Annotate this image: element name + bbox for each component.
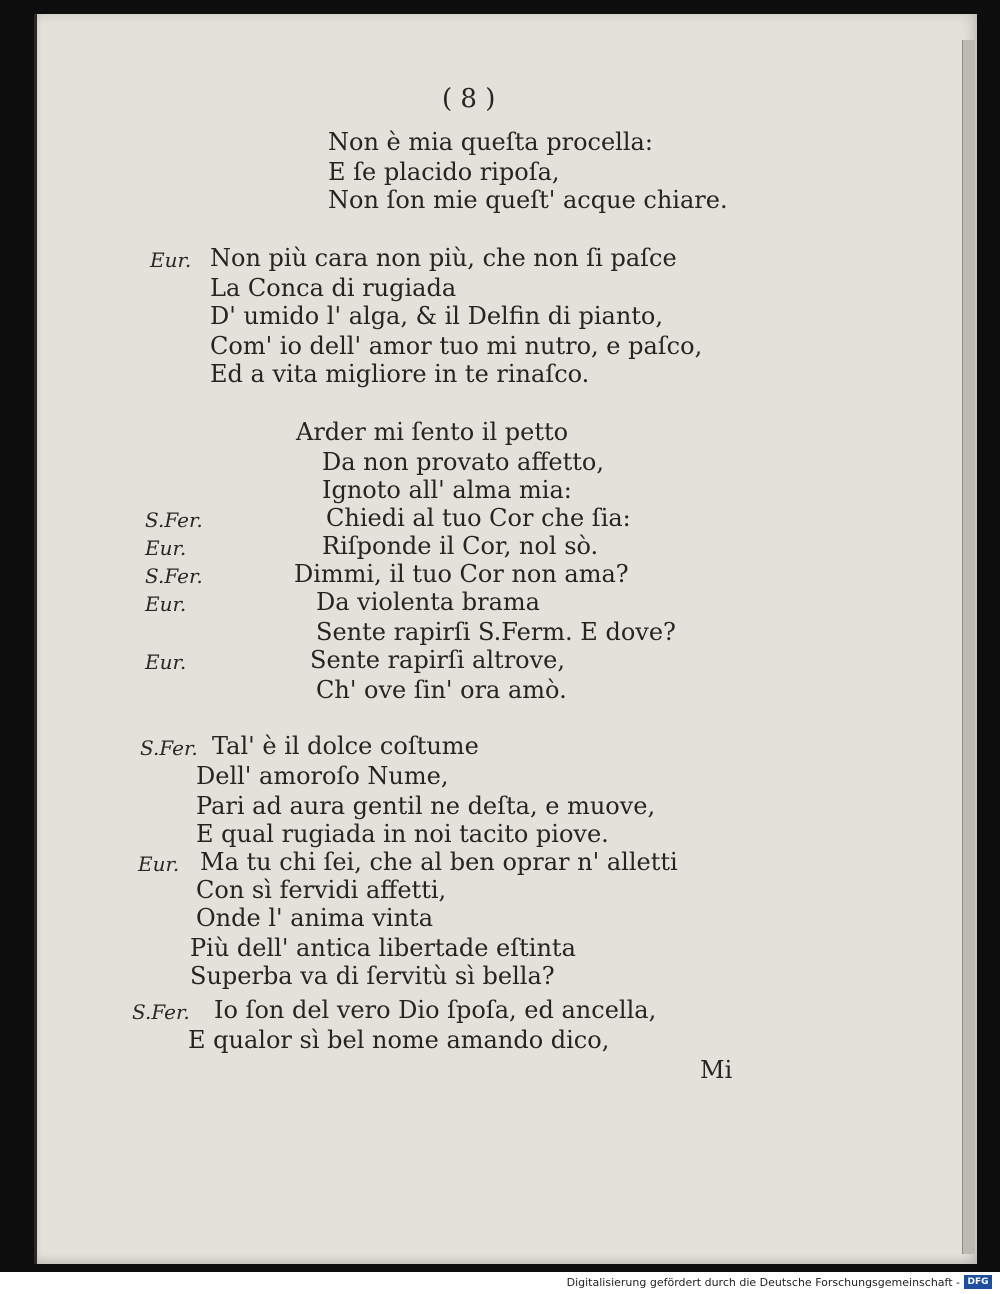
verse-line: Non è mia queſta procella: (328, 128, 653, 156)
verse-line: E ſe placido ripoſa, (328, 158, 560, 186)
speaker-label: Eur. (145, 650, 187, 674)
verse-line: Ignoto all' alma mia: (322, 476, 572, 504)
verse-line: E qual rugiada in noi tacito piove. (196, 820, 609, 848)
footer-credit: Digitalisierung gefördert durch die Deutsche Forschungsgemeinschaft - (566, 1276, 960, 1289)
speaker-label: Eur. (145, 536, 187, 560)
verse-line: E qualor sì bel nome amando dico, (188, 1026, 610, 1054)
verse-line: Arder mi ſento il petto (296, 418, 569, 446)
verse-line: Non più cara non più, che non ſi paſce (210, 244, 677, 272)
speaker-label: S.Fer. (132, 1000, 190, 1024)
verse-line: Sente rapirſi altrove, (310, 646, 565, 674)
speaker-label: Eur. (145, 592, 187, 616)
verse-line: Pari ad aura gentil ne deſta, e muove, (196, 792, 656, 820)
verse-line: Da non provato affetto, (322, 448, 604, 476)
verse-line: Superba va di ſervitù sì bella? (190, 962, 555, 990)
verse-line: Onde l' anima vinta (196, 904, 434, 932)
verse-line: Ma tu chi ſei, che al ben oprar n' alletti (200, 848, 678, 876)
verse-line: Più dell' antica libertade eſtinta (190, 934, 576, 962)
verse-line: Ed a vita migliore in te rinaſco. (210, 360, 590, 388)
verse-line: Chiedi al tuo Cor che ſia: (326, 504, 631, 532)
verse-line: Com' io dell' amor tuo mi nutro, e paſco, (210, 332, 703, 360)
verse-line: Riſponde il Cor, nol sò. (322, 532, 599, 560)
verse-line: Sente rapirſi S.Ferm. E dove? (316, 618, 676, 646)
verse-line: Dell' amoroſo Nume, (196, 762, 449, 790)
verse-line: Dimmi, il tuo Cor non ama? (294, 560, 629, 588)
verse-line: Tal' è il dolce coſtume (212, 732, 479, 760)
verse-line: Ch' ove ſin' ora amò. (316, 676, 567, 704)
verse-line: D' umido l' alga, & il Delfin di pianto, (210, 302, 663, 330)
page-edge (962, 40, 975, 1254)
dfg-logo-icon: DFG (964, 1275, 992, 1289)
verse-line: La Conca di rugiada (210, 274, 457, 302)
page-number: ( 8 ) (442, 84, 496, 114)
speaker-label: Eur. (138, 852, 180, 876)
footer-bar (0, 1272, 1000, 1294)
verse-line: Io ſon del vero Dio ſpoſa, ed ancella, (214, 996, 657, 1024)
verse-line: Non ſon mie queſt' acque chiare. (328, 186, 728, 214)
speaker-label: Eur. (150, 248, 192, 272)
speaker-label: S.Fer. (145, 564, 203, 588)
speaker-label: S.Fer. (140, 736, 198, 760)
verse-line: Con sì fervidi affetti, (196, 876, 447, 904)
speaker-label: S.Fer. (145, 508, 203, 532)
catchword: Mi (700, 1056, 733, 1084)
verse-line: Da violenta brama (316, 588, 540, 616)
